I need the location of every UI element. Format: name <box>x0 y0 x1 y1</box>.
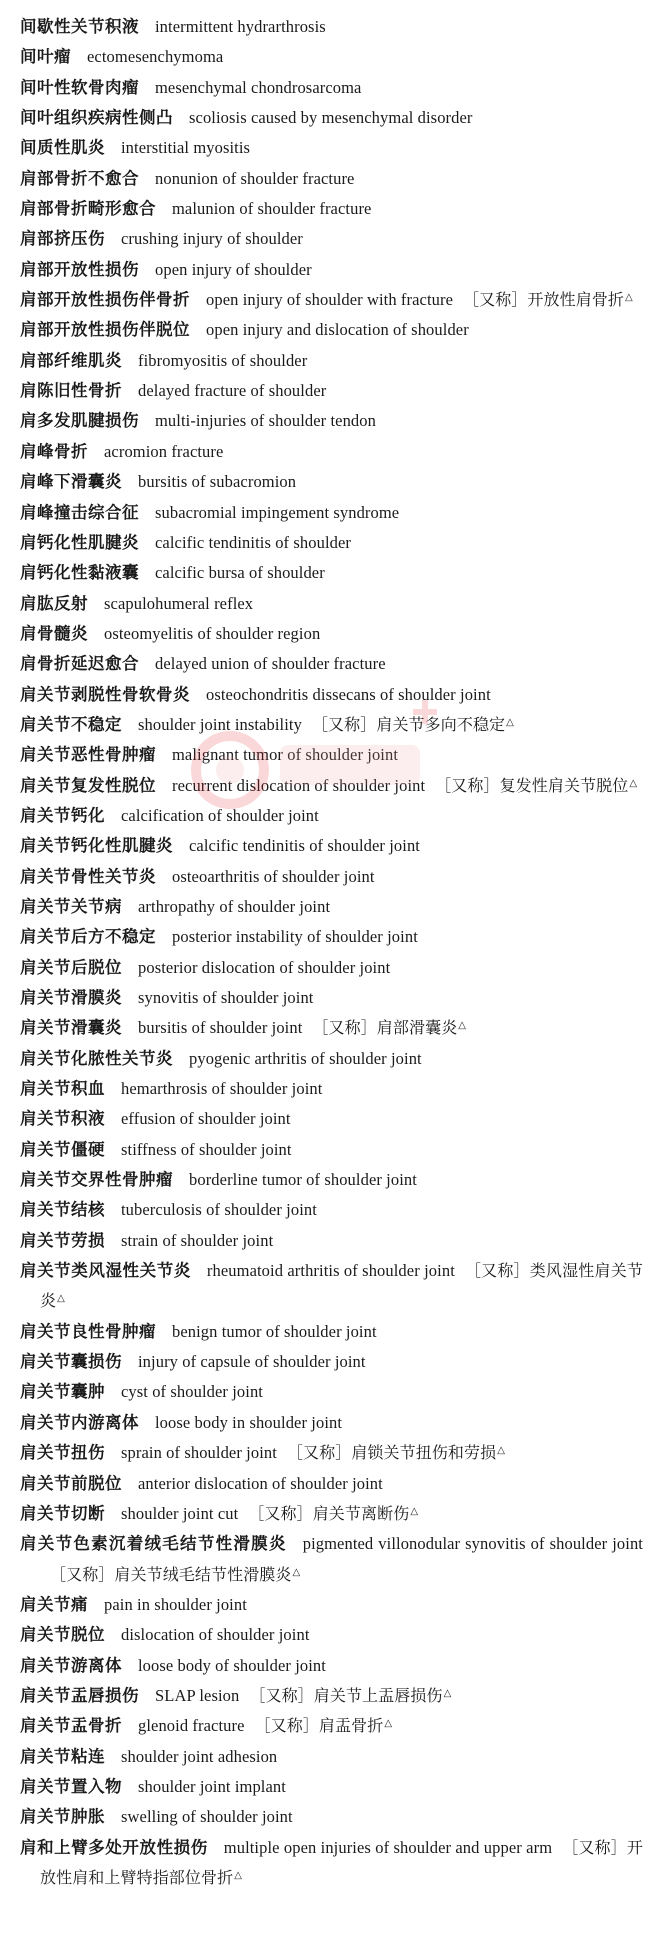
entry-definition: pyogenic arthritis of shoulder joint <box>189 1048 422 1068</box>
entry-term: 肩钙化性肌腱炎 <box>20 532 139 552</box>
glossary-entry <box>20 831 643 861</box>
entry-definition: delayed union of shoulder fracture <box>155 654 386 674</box>
entry-definition: scoliosis caused by mesenchymal disorder <box>189 108 473 128</box>
entry-definition: posterior dislocation of shoulder joint <box>138 957 391 977</box>
entry-term: 肩关节扭伤 <box>20 1443 105 1463</box>
entry-term: 肩关节游离体 <box>20 1655 122 1675</box>
entry-alias: ［又称］复发性肩关节脱位 <box>435 775 629 795</box>
glossary-entry <box>20 1620 643 1650</box>
entry-definition: glenoid fracture <box>138 1716 245 1736</box>
entry-definition: osteoarthritis of shoulder joint <box>172 866 375 886</box>
entry-definition: swelling of shoulder joint <box>121 1807 293 1827</box>
entry-alias: ［又称］肩部滑囊炎 <box>312 1018 458 1038</box>
entry-term: 间叶瘤 <box>20 47 71 67</box>
entry-definition: shoulder joint implant <box>138 1776 286 1796</box>
entry-definition: rheumatoid arthritis of shoulder joint <box>206 1261 455 1281</box>
glossary-entry <box>20 194 643 224</box>
glossary-entry <box>20 1499 643 1529</box>
entry-definition: pain in shoulder joint <box>104 1594 247 1614</box>
entry-term: 肩关节化脓性关节炎 <box>20 1048 173 1068</box>
entry-term: 肩关节粘连 <box>20 1746 105 1766</box>
entry-definition: bursitis of shoulder joint <box>138 1018 303 1038</box>
entry-definition: osteomyelitis of shoulder region <box>104 623 321 643</box>
entry-definition: ectomesenchymoma <box>87 47 224 67</box>
entry-definition: subacromial impingement syndrome <box>155 502 400 522</box>
glossary-entry <box>20 953 643 983</box>
entry-alias: ［又称］开放性肩和上臂特指部位骨折 <box>40 1837 643 1887</box>
entry-definition: SLAP lesion <box>155 1685 240 1705</box>
entry-definition: interstitial myositis <box>121 138 251 158</box>
entry-term: 肩关节后脱位 <box>20 957 122 977</box>
entry-definition: open injury and dislocation of shoulder <box>206 320 469 340</box>
delta-mark: △ <box>506 716 514 728</box>
entry-term: 肩关节剥脱性骨软骨炎 <box>20 684 190 704</box>
glossary-entry <box>20 528 643 558</box>
entry-alias: ［又称］肩关节绒毛结节性滑膜炎 <box>50 1564 292 1584</box>
entry-definition: strain of shoulder joint <box>121 1230 274 1250</box>
glossary-entry <box>20 498 643 528</box>
glossary-entry <box>20 1408 643 1438</box>
glossary-entry <box>20 133 643 163</box>
delta-mark: △ <box>443 1687 452 1699</box>
entry-term: 肩关节囊损伤 <box>20 1352 122 1372</box>
glossary-entry <box>20 42 643 72</box>
entry-definition: loose body of shoulder joint <box>138 1655 326 1675</box>
entry-term: 肩肱反射 <box>20 593 88 613</box>
entry-definition: pigmented villonodular synovitis of shoulder joint <box>302 1534 643 1554</box>
delta-mark: △ <box>410 1505 419 1517</box>
entry-alias: ［又称］类风湿性肩关节炎 <box>40 1261 643 1311</box>
entry-definition: nonunion of shoulder fracture <box>155 168 355 188</box>
glossary-entry <box>20 1044 643 1074</box>
delta-mark: △ <box>625 292 633 304</box>
glossary-entry <box>20 1347 643 1377</box>
entry-definition: cyst of shoulder joint <box>121 1382 263 1402</box>
entry-alias: ［又称］肩关节多向不稳定 <box>311 714 506 734</box>
entry-term: 肩关节交界性骨肿瘤 <box>20 1170 173 1190</box>
glossary-entry <box>20 224 643 254</box>
entry-term: 肩陈旧性骨折 <box>20 381 122 401</box>
entry-definition: calcification of shoulder joint <box>121 805 319 825</box>
glossary-entry <box>20 103 643 133</box>
entry-term: 肩峰下滑囊炎 <box>20 472 122 492</box>
glossary-entry <box>20 73 643 103</box>
entry-definition: shoulder joint cut <box>121 1503 239 1523</box>
entry-definition: malignant tumor of shoulder joint <box>172 745 399 765</box>
entry-term: 间叶性软骨肉瘤 <box>20 77 139 97</box>
glossary-entry <box>20 1377 643 1407</box>
entry-definition: bursitis of subacromion <box>138 472 297 492</box>
glossary-entry <box>20 1833 643 1894</box>
glossary-entry <box>20 558 643 588</box>
delta-mark: △ <box>384 1718 393 1730</box>
entry-definition: intermittent hydrarthrosis <box>155 17 326 36</box>
entry-definition: injury of capsule of shoulder joint <box>138 1352 366 1372</box>
glossary-entry <box>20 1529 643 1590</box>
entry-term: 肩部开放性损伤伴骨折 <box>20 290 190 310</box>
entry-definition: calcific tendinitis of shoulder joint <box>189 836 420 856</box>
entry-definition: sprain of shoulder joint <box>121 1443 277 1463</box>
entry-term: 肩峰骨折 <box>20 441 88 461</box>
glossary-entry <box>20 1438 643 1468</box>
glossary-entry <box>20 164 643 194</box>
entry-alias: ［又称］肩关节上盂唇损伤 <box>249 1685 443 1705</box>
delta-mark: △ <box>234 1869 242 1881</box>
entry-definition: mesenchymal chondrosarcoma <box>155 77 362 97</box>
entry-definition: shoulder joint adhesion <box>121 1746 278 1766</box>
entry-definition: fibromyositis of shoulder <box>138 350 308 370</box>
entry-term: 肩部骨折畸形愈合 <box>20 199 156 219</box>
entry-term: 肩关节色素沉着绒毛结节性滑膜炎 <box>20 1534 287 1554</box>
entry-term: 肩关节骨性关节炎 <box>20 866 156 886</box>
entry-definition: shoulder joint instability <box>138 714 302 734</box>
entry-term: 肩关节良性骨肿瘤 <box>20 1321 156 1341</box>
glossary-entry <box>20 1772 643 1802</box>
entry-definition: delayed fracture of shoulder <box>138 381 327 401</box>
entry-term: 间叶组织疾病性侧凸 <box>20 108 173 128</box>
glossary-entry <box>20 285 643 315</box>
entry-alias: ［又称］肩盂骨折 <box>254 1716 384 1736</box>
glossary-entry <box>20 710 643 740</box>
entry-term: 肩关节滑囊炎 <box>20 1018 122 1038</box>
entry-definition: benign tumor of shoulder joint <box>172 1321 377 1341</box>
entry-term: 肩部纤维肌炎 <box>20 350 122 370</box>
glossary-entry <box>20 1104 643 1134</box>
entry-alias: ［又称］肩锁关节扭伤和劳损 <box>286 1443 497 1463</box>
glossary-entry <box>20 1074 643 1104</box>
glossary-entry <box>20 406 643 436</box>
entry-alias: ［又称］开放性肩骨折 <box>463 290 625 310</box>
entry-term: 肩关节切断 <box>20 1503 105 1523</box>
glossary-entry <box>20 1742 643 1772</box>
delta-mark: △ <box>629 777 638 789</box>
entry-term: 肩关节盂唇损伤 <box>20 1685 139 1705</box>
glossary-entry <box>20 1226 643 1256</box>
glossary-entry <box>20 1195 643 1225</box>
entry-definition: dislocation of shoulder joint <box>121 1625 310 1645</box>
glossary-entry <box>20 892 643 922</box>
entry-term: 肩关节钙化性肌腱炎 <box>20 836 173 856</box>
glossary-entry <box>20 922 643 952</box>
glossary-entry <box>20 649 643 679</box>
entry-term: 肩关节复发性脱位 <box>20 775 156 795</box>
delta-mark: △ <box>497 1445 506 1457</box>
entry-definition: arthropathy of shoulder joint <box>138 896 331 916</box>
glossary-entry <box>20 1135 643 1165</box>
entry-definition: osteochondritis dissecans of shoulder joint <box>206 684 491 704</box>
entry-alias: ［又称］肩关节离断伤 <box>248 1503 410 1523</box>
entry-term: 肩关节前脱位 <box>20 1473 122 1493</box>
entry-list <box>20 12 643 1893</box>
glossary-entry <box>20 1013 643 1043</box>
entry-term: 肩关节钙化 <box>20 805 105 825</box>
glossary-entry <box>20 12 643 42</box>
entry-term: 肩多发肌腱损伤 <box>20 411 139 431</box>
glossary-entry <box>20 1681 643 1711</box>
entry-definition: acromion fracture <box>104 441 224 461</box>
entry-term: 肩部挤压伤 <box>20 229 105 249</box>
delta-mark: △ <box>458 1020 467 1032</box>
delta-mark: △ <box>57 1293 65 1305</box>
glossary-entry <box>20 376 643 406</box>
glossary-entry <box>20 801 643 831</box>
entry-term: 肩关节恶性骨肿瘤 <box>20 745 156 765</box>
glossary-entry <box>20 1711 643 1741</box>
entry-definition: open injury of shoulder <box>155 259 312 279</box>
glossary-entry <box>20 1590 643 1620</box>
entry-term: 肩部开放性损伤 <box>20 259 139 279</box>
entry-term: 肩关节内游离体 <box>20 1412 139 1432</box>
entry-definition: calcific tendinitis of shoulder <box>155 532 351 552</box>
entry-term: 肩关节结核 <box>20 1200 105 1220</box>
glossary-entry <box>20 255 643 285</box>
entry-term: 肩关节脱位 <box>20 1625 105 1645</box>
entry-definition: malunion of shoulder fracture <box>172 199 372 219</box>
entry-term: 肩骨髓炎 <box>20 623 88 643</box>
entry-definition: calcific bursa of shoulder <box>155 563 325 583</box>
entry-term: 肩关节囊肿 <box>20 1382 105 1402</box>
glossary-entry <box>20 1469 643 1499</box>
glossary-entry <box>20 983 643 1013</box>
entry-term: 肩峰撞击综合征 <box>20 502 139 522</box>
entry-definition: synovitis of shoulder joint <box>138 988 314 1007</box>
glossary-entry <box>20 1256 643 1317</box>
entry-definition: multi-injuries of shoulder tendon <box>155 411 376 431</box>
glossary-entry <box>20 315 643 345</box>
entry-term: 肩关节僵硬 <box>20 1139 105 1159</box>
glossary-entry <box>20 437 643 467</box>
entry-term: 肩关节关节病 <box>20 896 122 916</box>
entry-definition: stiffness of shoulder joint <box>121 1139 292 1159</box>
glossary-entry <box>20 1651 643 1681</box>
entry-term: 间歇性关节积液 <box>20 17 139 36</box>
entry-definition: tuberculosis of shoulder joint <box>121 1200 317 1220</box>
glossary-entry <box>20 1802 643 1832</box>
entry-definition: posterior instability of shoulder joint <box>172 927 418 947</box>
entry-term: 肩钙化性黏液囊 <box>20 563 139 583</box>
entry-term: 肩关节肿胀 <box>20 1807 105 1827</box>
entry-definition: loose body in shoulder joint <box>155 1412 343 1432</box>
entry-term: 肩关节类风湿性关节炎 <box>20 1261 191 1281</box>
glossary-entry <box>20 619 643 649</box>
glossary-entry <box>20 346 643 376</box>
glossary-entry <box>20 1317 643 1347</box>
entry-term: 肩和上臂多处开放性损伤 <box>20 1837 208 1857</box>
entry-term: 肩骨折延迟愈合 <box>20 654 139 674</box>
glossary-entry <box>20 467 643 497</box>
entry-definition: anterior dislocation of shoulder joint <box>138 1473 383 1493</box>
glossary-entry <box>20 771 643 801</box>
entry-definition: scapulohumeral reflex <box>104 593 254 613</box>
glossary-entry <box>20 589 643 619</box>
glossary-entry <box>20 862 643 892</box>
entry-term: 肩关节后方不稳定 <box>20 927 156 947</box>
entry-definition: borderline tumor of shoulder joint <box>189 1170 417 1190</box>
entry-term: 肩关节痛 <box>20 1594 88 1614</box>
entry-definition: hemarthrosis of shoulder joint <box>121 1079 323 1099</box>
entry-term: 肩关节置入物 <box>20 1776 122 1796</box>
glossary-entry <box>20 1165 643 1195</box>
entry-term: 间质性肌炎 <box>20 138 105 158</box>
entry-definition: crushing injury of shoulder <box>121 229 303 249</box>
entry-definition: multiple open injuries of shoulder and upper arm <box>223 1837 553 1857</box>
glossary-entry <box>20 680 643 710</box>
entry-term: 肩关节不稳定 <box>20 714 122 734</box>
entry-definition: effusion of shoulder joint <box>121 1109 291 1129</box>
entry-term: 肩部骨折不愈合 <box>20 168 139 188</box>
entry-term: 肩关节积血 <box>20 1079 105 1099</box>
glossary-entry <box>20 740 643 770</box>
entry-term: 肩关节劳损 <box>20 1230 105 1250</box>
entry-term: 肩关节盂骨折 <box>20 1716 122 1736</box>
entry-definition: recurrent dislocation of shoulder joint <box>172 775 426 795</box>
entry-term: 肩关节积液 <box>20 1109 105 1129</box>
entry-term: 肩关节滑膜炎 <box>20 988 122 1007</box>
entry-term: 肩部开放性损伤伴脱位 <box>20 320 190 340</box>
delta-mark: △ <box>292 1566 301 1578</box>
entry-definition: open injury of shoulder with fracture <box>206 290 454 310</box>
